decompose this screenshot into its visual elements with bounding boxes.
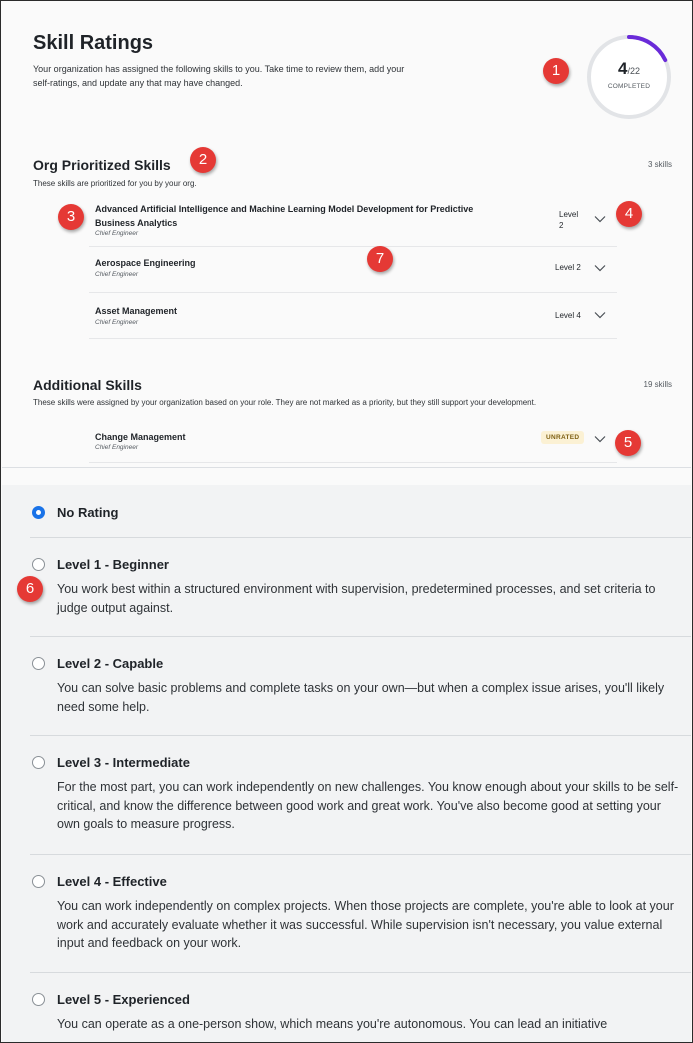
additional-skills-count: 19 skills <box>643 380 672 389</box>
skill-name: Aerospace Engineering <box>95 258 196 268</box>
completion-count: 4/22 <box>618 59 640 78</box>
skill-row-change-management[interactable] <box>89 423 617 463</box>
radio-unselected[interactable] <box>32 875 45 888</box>
rating-option-description: You can work independently on complex projects. When those projects are complete, you're able to look at your work and accurately evaluate whether it was successful. While supervision isn't necessary, you value external input and feedback on your work. <box>57 899 674 950</box>
skill-ratings-panel <box>2 2 691 467</box>
org-prioritized-description: These skills are prioritized for you by your org. <box>33 179 197 188</box>
rating-option-title: Level 4 - Effective <box>57 874 167 889</box>
rating-options-panel <box>2 485 691 1043</box>
rating-option-description: You can solve basic problems and complete tasks on your own—but when a complex issue arises, you'll likely need some help. <box>57 681 665 714</box>
completion-label: COMPLETED <box>607 83 651 90</box>
rating-option-title: Level 2 - Capable <box>57 656 164 671</box>
page-title: Skill Ratings <box>33 32 154 54</box>
page-intro: Your organization has assigned the following skills to you. Take time to review them, add your self-ratings, and update any that may have changed. <box>33 64 405 88</box>
chevron-down-icon[interactable] <box>594 215 606 223</box>
rating-option-level-5[interactable] <box>2 973 691 1043</box>
rating-option-title: Level 5 - Experienced <box>57 992 190 1007</box>
radio-unselected[interactable] <box>32 558 45 571</box>
rating-option-title: Level 1 - Beginner <box>57 557 169 572</box>
org-prioritized-title: Org Prioritized Skills <box>33 157 171 173</box>
rating-option-description: You work best within a structured environment with supervision, predetermined processes, and set criteria to judge output against. <box>57 582 656 615</box>
skill-level: Level 2 <box>559 210 579 230</box>
panel-divider <box>2 467 691 468</box>
rating-option-level-1[interactable] <box>2 538 691 637</box>
skill-row-ai-ml[interactable] <box>89 197 617 247</box>
chevron-down-icon[interactable] <box>594 311 606 319</box>
unrated-badge: UNRATED <box>541 431 584 444</box>
skill-row-asset-management[interactable] <box>89 293 617 339</box>
rating-option-description: For the most part, you can work independently on new challenges. You know enough about your skills to be self-critical, and know the difference between good work and great work. You've also become good at setting your own goals to measure progress. <box>57 780 679 831</box>
skill-role: Chief Engineer <box>95 230 138 237</box>
rating-option-title: No Rating <box>57 505 119 520</box>
skill-row-aerospace[interactable] <box>89 247 617 293</box>
skill-role: Chief Engineer <box>95 319 138 326</box>
annotation-marker-6: 6 <box>17 576 43 602</box>
skill-name: Change Management <box>95 432 186 442</box>
annotation-marker-1: 1 <box>543 58 569 84</box>
chevron-up-icon[interactable] <box>594 435 606 443</box>
skill-name: Advanced Artificial Intelligence and Machine Learning Model Development for Predictive Business Analytics <box>95 204 474 228</box>
annotation-marker-7: 7 <box>367 246 393 272</box>
additional-skills-title: Additional Skills <box>33 377 142 393</box>
rating-option-level-4[interactable] <box>2 855 691 973</box>
rating-option-description: You can operate as a one-person show, which means you're autonomous. You can lead an initiative <box>57 1017 608 1031</box>
radio-unselected[interactable] <box>32 993 45 1006</box>
additional-skills-description: These skills were assigned by your organization based on your role. They are not marked as a priority, but they still support your development. <box>33 398 537 407</box>
radio-selected[interactable] <box>32 506 45 519</box>
completion-ring <box>586 34 672 120</box>
rating-option-no-rating[interactable] <box>2 485 691 537</box>
annotation-marker-5: 5 <box>615 430 641 456</box>
skill-level: Level 4 <box>555 311 581 320</box>
skill-level: Level 2 <box>555 263 581 272</box>
annotation-marker-2: 2 <box>190 147 216 173</box>
skill-role: Chief Engineer <box>95 444 138 451</box>
rating-option-title: Level 3 - Intermediate <box>57 755 190 770</box>
skill-name: Asset Management <box>95 306 178 316</box>
rating-option-level-2[interactable] <box>2 637 691 736</box>
rating-option-level-3[interactable] <box>2 736 691 855</box>
chevron-down-icon[interactable] <box>594 264 606 272</box>
annotation-marker-3: 3 <box>58 204 84 230</box>
annotation-marker-4: 4 <box>616 201 642 227</box>
skill-role: Chief Engineer <box>95 271 138 278</box>
radio-unselected[interactable] <box>32 756 45 769</box>
radio-unselected[interactable] <box>32 657 45 670</box>
org-prioritized-count: 3 skills <box>647 160 672 169</box>
